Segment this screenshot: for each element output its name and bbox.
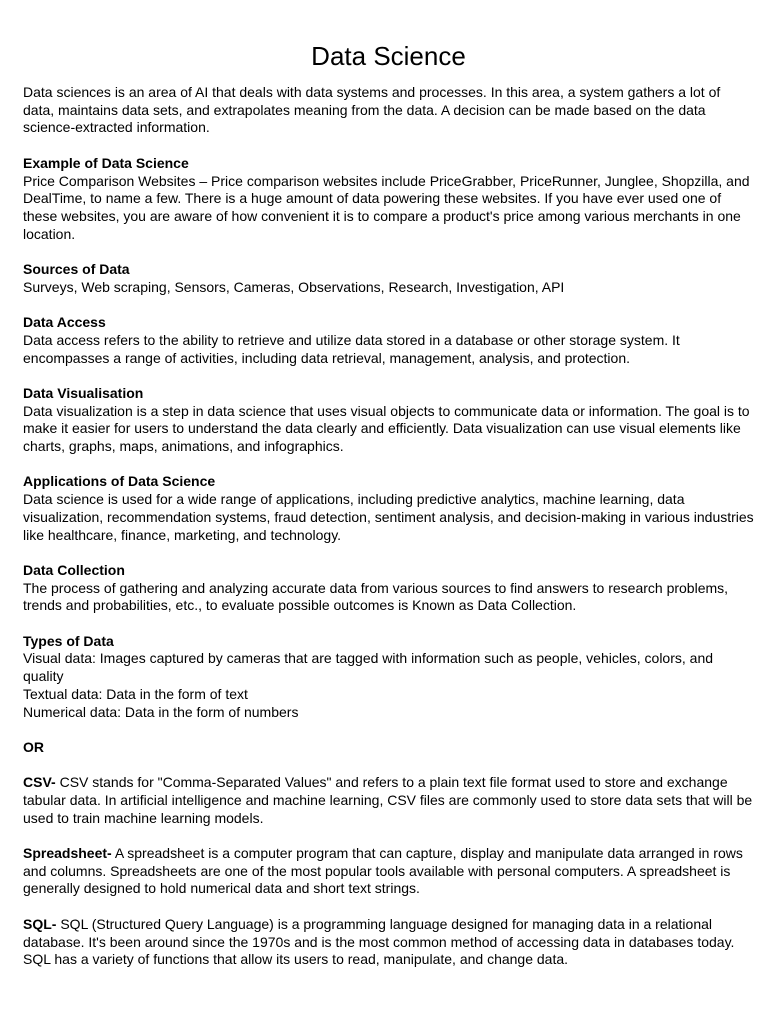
section-body-access: Data access refers to the ability to retrieve and utilize data stored in a database or other storage system. It encompasses a range of activities, including data retrieval, management, analysis, and protection. xyxy=(23,331,680,366)
spreadsheet-label: Spreadsheet- xyxy=(23,845,112,862)
section-access xyxy=(23,314,754,367)
csv-label: CSV- xyxy=(23,774,56,791)
section-heading-applications: Applications of Data Science xyxy=(23,473,216,490)
section-heading-visualisation: Data Visualisation xyxy=(23,384,144,401)
section-heading-collection: Data Collection xyxy=(23,561,125,578)
intro-paragraph: Data sciences is an area of AI that deals with data systems and processes. In this area, a system gathers a lot of data, maintains data sets, and extrapolates meaning from the data. A decision can be made based on the data science-extracted information. xyxy=(23,84,721,136)
section-csv xyxy=(23,774,754,827)
sql-body: SQL (Structured Query Language) is a programming language designed for managing data in a relational database. It's been around since the 1970s and is the most common method of accessing data in databases today. SQL has a variety of functions that allow its users to read, manipulate, and change data. xyxy=(23,915,735,968)
section-collection xyxy=(23,562,754,615)
section-spreadsheet xyxy=(23,845,754,898)
section-heading-access: Data Access xyxy=(23,314,106,331)
spreadsheet-body: A spreadsheet is a computer program that can capture, display and manipulate data arranged in rows and columns. Spreadsheets are one of the most popular tools available with personal computers. A spreadsheet is generally designed to hold numerical data and short text strings. xyxy=(23,845,743,897)
section-body-sources: Surveys, Web scraping, Sensors, Cameras, Observations, Research, Investigation, API xyxy=(23,278,565,295)
section-heading-sources: Sources of Data xyxy=(23,261,130,277)
page-title: Data Science xyxy=(311,41,466,71)
types-visual: Visual data: Images captured by cameras that are tagged with information such as people, vehicles, colors, and quality xyxy=(23,650,714,685)
section-heading-types: Types of Data xyxy=(23,632,114,649)
section-visualisation xyxy=(23,385,754,456)
types-textual: Textual data: Data in the form of text xyxy=(23,685,248,702)
section-applications xyxy=(23,473,754,544)
section-body-applications: Data science is used for a wide range of applications, including predictive analytics, machine learning, data visualization, recommendation systems, fraud detection, sentiment analysis, and decision-making in various industries like healthcare, finance, marketing, and technology. xyxy=(23,491,754,543)
section-body-example: Price Comparison Websites – Price comparison websites include PriceGrabber, PriceRunner, Junglee, Shopzilla, and DealTime, to name a few. There is a huge amount of data powering these websites. If you have ever used one of these websites, you are aware of how convenient it is to compare a product's price among various merchants in one location. xyxy=(23,172,750,242)
section-sources xyxy=(23,261,754,296)
section-or xyxy=(23,739,754,757)
section-heading-example: Example of Data Science xyxy=(23,154,189,171)
section-example xyxy=(23,155,754,244)
section-types xyxy=(23,633,754,722)
or-label: OR xyxy=(23,738,44,755)
section-sql xyxy=(23,916,754,969)
csv-body: CSV stands for "Comma-Separated Values" and refers to a plain text file format used to store and exchange tabular data. In artificial intelligence and machine learning, CSV files are commonly used to store data sets that will be used to train machine learning models. xyxy=(23,774,753,826)
section-body-collection: The process of gathering and analyzing accurate data from various sources to find answers to research problems, trends and probabilities, etc., to evaluate possible outcomes is Known as Data Collection. xyxy=(23,579,729,614)
sql-label: SQL- xyxy=(23,915,57,932)
section-body-visualisation: Data visualization is a step in data science that uses visual objects to communicate data or information. The goal is to make it easier for users to understand the data clearly and efficiently. Data visualization can use visual elements like charts, graphs, maps, animations, and infographics. xyxy=(23,402,750,454)
types-numerical: Numerical data: Data in the form of numbers xyxy=(23,703,299,720)
